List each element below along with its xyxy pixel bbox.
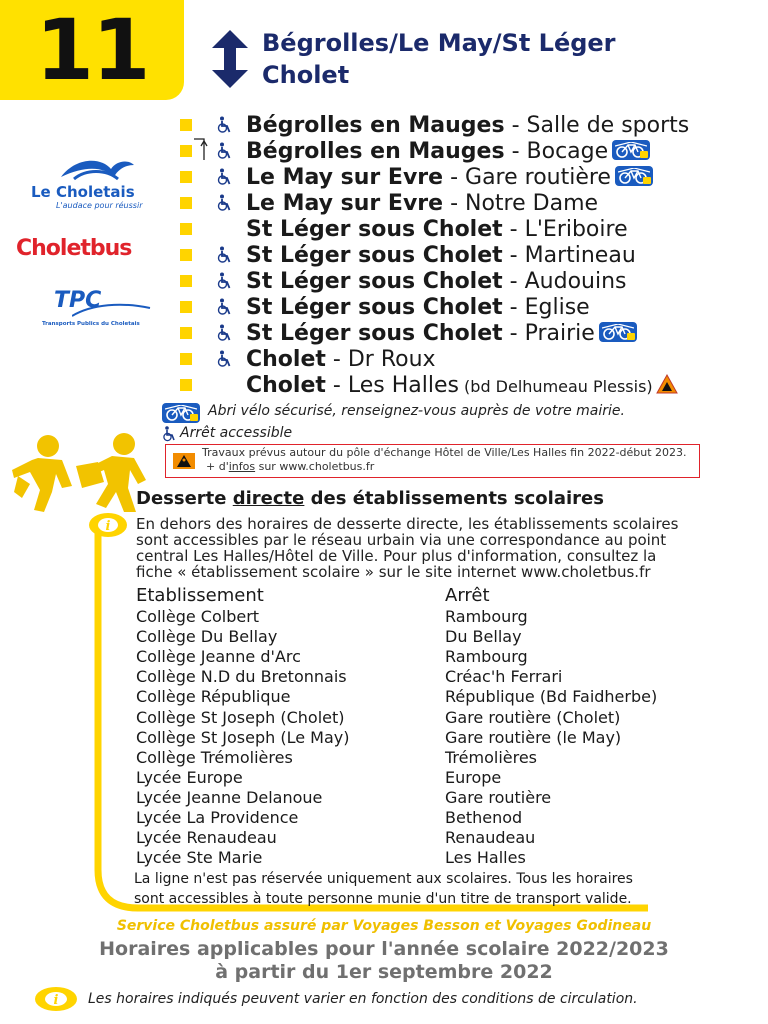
bike-shelter-icon	[162, 403, 200, 423]
stop-marker-icon	[180, 171, 192, 183]
svg-text:i: i	[105, 519, 111, 534]
roadworks-warning-icon	[172, 451, 196, 471]
wheelchair-icon	[216, 298, 234, 318]
school-intro-line: En dehors des horaires de desserte directe, les établissements scolaires	[136, 515, 679, 533]
wheelchair-icon	[216, 350, 234, 370]
stop-place: Notre Dame	[465, 191, 599, 216]
stop-marker-icon	[180, 353, 192, 365]
stop-separator: -	[443, 165, 466, 190]
stop-marker-icon	[180, 119, 192, 131]
school-intro	[136, 516, 678, 580]
bike-shelter-icon	[599, 322, 637, 342]
stop-place: Martineau	[524, 243, 636, 268]
stop-label	[246, 165, 653, 191]
school-stop-cell: Bethenod	[445, 808, 523, 827]
stop-marker-icon	[180, 301, 192, 313]
stop-place: L'Eriboire	[524, 217, 628, 242]
bidirectional-arrow-icon	[210, 30, 250, 88]
school-name-cell: Collège St Joseph (Le May)	[136, 727, 350, 747]
branch-connector-icon	[194, 138, 208, 162]
stop-town: Bégrolles en Mauges	[246, 139, 505, 164]
footer-info-icon	[34, 986, 78, 1012]
le-choletais-emblem-icon	[56, 155, 136, 185]
footer-schedule-line1: Horaires applicables pour l'année scolaire 2022/2023	[99, 938, 669, 960]
stop-label	[246, 217, 628, 243]
school-stop-cell: Trémolières	[445, 747, 538, 767]
tpc-logo	[14, 288, 179, 333]
legend-bike-badge	[162, 402, 202, 422]
wheelchair-icon	[216, 246, 234, 266]
wheelchair-icon	[216, 142, 234, 162]
stop-marker-icon	[180, 275, 192, 287]
stop-separator: -	[502, 217, 525, 242]
footer-disclaimer: Les horaires indiqués peuvent varier en fonction des conditions de circulation.	[88, 991, 638, 1007]
stop-separator: -	[504, 139, 527, 164]
school-heading-part-a: Desserte	[136, 488, 233, 509]
roadworks-warning-icon	[656, 374, 678, 394]
stop-town: Bégrolles en Mauges	[246, 113, 505, 138]
stop-place: Gare routière	[465, 165, 611, 190]
stop-label	[246, 139, 650, 165]
tpc-letters: TPC	[54, 288, 102, 313]
col-header-stop: Arrêt	[445, 585, 490, 606]
school-name-cell: Lycée La Providence	[136, 808, 299, 827]
stop-extra: (bd Delhumeau Plessis)	[458, 377, 653, 396]
school-heading-part-c: des établissements scolaires	[304, 488, 604, 509]
footer-service: Service Choletbus assuré par Voyages Besson et Voyages Godineau	[116, 918, 652, 934]
stop-place: Prairie	[524, 321, 595, 346]
school-name-cell: Collège Colbert	[136, 607, 260, 626]
stop-place: Les Halles	[347, 373, 459, 398]
school-intro-line: fiche « établissement scolaire » sur le site internet www.choletbus.fr	[136, 563, 651, 581]
tpc-subtitle: Transports Publics du Choletais	[42, 321, 140, 327]
school-name-cell: Collège Trémolières	[136, 747, 293, 767]
stop-marker-icon	[180, 145, 192, 157]
stop-town: St Léger sous Cholet	[246, 295, 503, 320]
works-notice-suffix: sur www.choletbus.fr	[255, 460, 375, 473]
stop-town: Le May sur Evre	[246, 191, 444, 216]
school-intro-line: sont accessibles par le réseau urbain via une correspondance au point	[136, 531, 667, 549]
school-name-cell: Lycée Jeanne Delanoue	[136, 787, 323, 807]
stop-marker-icon	[180, 379, 192, 391]
works-notice	[165, 444, 700, 478]
works-notice-line1: Travaux prévus autour du pôle d'échange Hôtel de Ville/Les Halles fin 2022-début 2023.	[202, 446, 687, 459]
footer-schedule-line2: à partir du 1er septembre 2022	[215, 961, 553, 983]
school-heading-part-b: directe	[232, 488, 305, 509]
stop-town: St Léger sous Cholet	[246, 217, 503, 242]
le-choletais-tagline: L'audace pour réussir	[56, 201, 143, 210]
school-name-cell: Lycée Europe	[136, 767, 243, 787]
stop-label	[246, 191, 598, 217]
stop-label	[246, 373, 678, 400]
stop-place: Audouins	[524, 269, 627, 294]
school-stop-cell: Gare routière	[445, 787, 552, 807]
works-notice-link[interactable]: infos	[228, 460, 256, 473]
stop-marker-icon	[180, 197, 192, 209]
school-heading	[136, 488, 604, 510]
bike-shelter-icon	[615, 166, 653, 186]
choletbus-logo: Choletbus	[16, 236, 132, 261]
school-stop-cell: Du Bellay	[445, 627, 522, 647]
stop-separator: -	[504, 113, 527, 138]
school-stop-cell: Gare routière (le May)	[445, 727, 622, 747]
school-name-cell: Collège St Joseph (Cholet)	[136, 707, 345, 727]
school-stop-cell: République (Bd Faidherbe)	[445, 687, 658, 707]
stop-separator: -	[443, 191, 466, 216]
stop-place: Eglise	[524, 295, 590, 320]
stop-label	[246, 295, 590, 321]
route-title-line2: Cholet	[262, 61, 350, 89]
school-name-cell: Collège République	[136, 687, 291, 707]
tpc-swoosh-icon	[72, 300, 152, 320]
bike-shelter-icon	[612, 140, 650, 160]
wheelchair-icon	[216, 168, 234, 188]
stop-label	[246, 347, 436, 373]
stop-label	[246, 321, 637, 347]
route-title-line1: Bégrolles/Le May/St Léger	[262, 29, 616, 57]
works-notice-prefix: + d'	[206, 460, 229, 473]
wheelchair-icon	[216, 272, 234, 292]
school-stop-cell: Europe	[445, 767, 502, 787]
stop-town: St Léger sous Cholet	[246, 321, 503, 346]
wheelchair-icon	[216, 194, 234, 214]
school-name-cell: Collège Du Bellay	[136, 627, 278, 647]
stop-place: Bocage	[526, 139, 609, 164]
stop-separator: -	[502, 243, 525, 268]
le-choletais-name: Le Choletais	[31, 183, 135, 201]
stop-town: Cholet	[246, 347, 326, 372]
stop-label	[246, 243, 636, 269]
svg-text:i: i	[53, 993, 59, 1008]
stop-place: Salle de sports	[526, 113, 690, 138]
stop-separator: -	[502, 295, 525, 320]
school-note-line2: sont accessibles à toute personne munie d'un titre de transport valide.	[134, 891, 632, 907]
wheelchair-icon	[216, 324, 234, 344]
stop-marker-icon	[180, 249, 192, 261]
school-stop-cell: Créac'h Ferrari	[445, 667, 563, 687]
stop-town: Le May sur Evre	[246, 165, 444, 190]
school-stop-cell: Gare routière (Cholet)	[445, 707, 621, 727]
col-header-school: Etablissement	[136, 585, 264, 606]
school-stop-cell: Renaudeau	[445, 828, 536, 848]
stop-label	[246, 269, 627, 295]
school-stop-cell: Les Halles	[445, 848, 526, 868]
stop-place: Dr Roux	[347, 347, 436, 372]
stop-town: St Léger sous Cholet	[246, 243, 503, 268]
le-choletais-logo	[14, 155, 179, 215]
line-number: 11	[35, 1, 149, 99]
stop-town: Cholet	[246, 373, 326, 398]
stop-marker-icon	[180, 223, 192, 235]
stop-separator: -	[325, 373, 348, 398]
school-name-cell: Lycée Ste Marie	[136, 848, 263, 868]
info-icon	[88, 512, 128, 538]
stop-separator: -	[502, 321, 525, 346]
wheelchair-icon	[162, 426, 176, 442]
school-stop-cell: Rambourg	[445, 647, 528, 667]
stop-label	[246, 113, 689, 139]
school-name-cell: Collège N.D du Bretonnais	[136, 667, 347, 687]
legend-bike-text: Abri vélo sécurisé, renseignez-vous auprès de votre mairie.	[208, 403, 625, 419]
school-name-cell: Collège Jeanne d'Arc	[136, 647, 301, 667]
stop-town: St Léger sous Cholet	[246, 269, 503, 294]
school-note-line1: La ligne n'est pas réservée uniquement aux scolaires. Tous les horaires	[134, 871, 633, 887]
wheelchair-icon	[216, 116, 234, 136]
stop-separator: -	[502, 269, 525, 294]
school-name-cell: Lycée Renaudeau	[136, 828, 277, 848]
stop-separator: -	[325, 347, 348, 372]
school-stop-cell: Rambourg	[445, 607, 528, 626]
legend-accessible-text: Arrêt accessible	[180, 425, 293, 441]
school-intro-line: central Les Halles/Hôtel de Ville. Pour plus d'information, consultez la	[136, 547, 657, 565]
works-notice-line2	[206, 460, 374, 474]
stop-marker-icon	[180, 327, 192, 339]
